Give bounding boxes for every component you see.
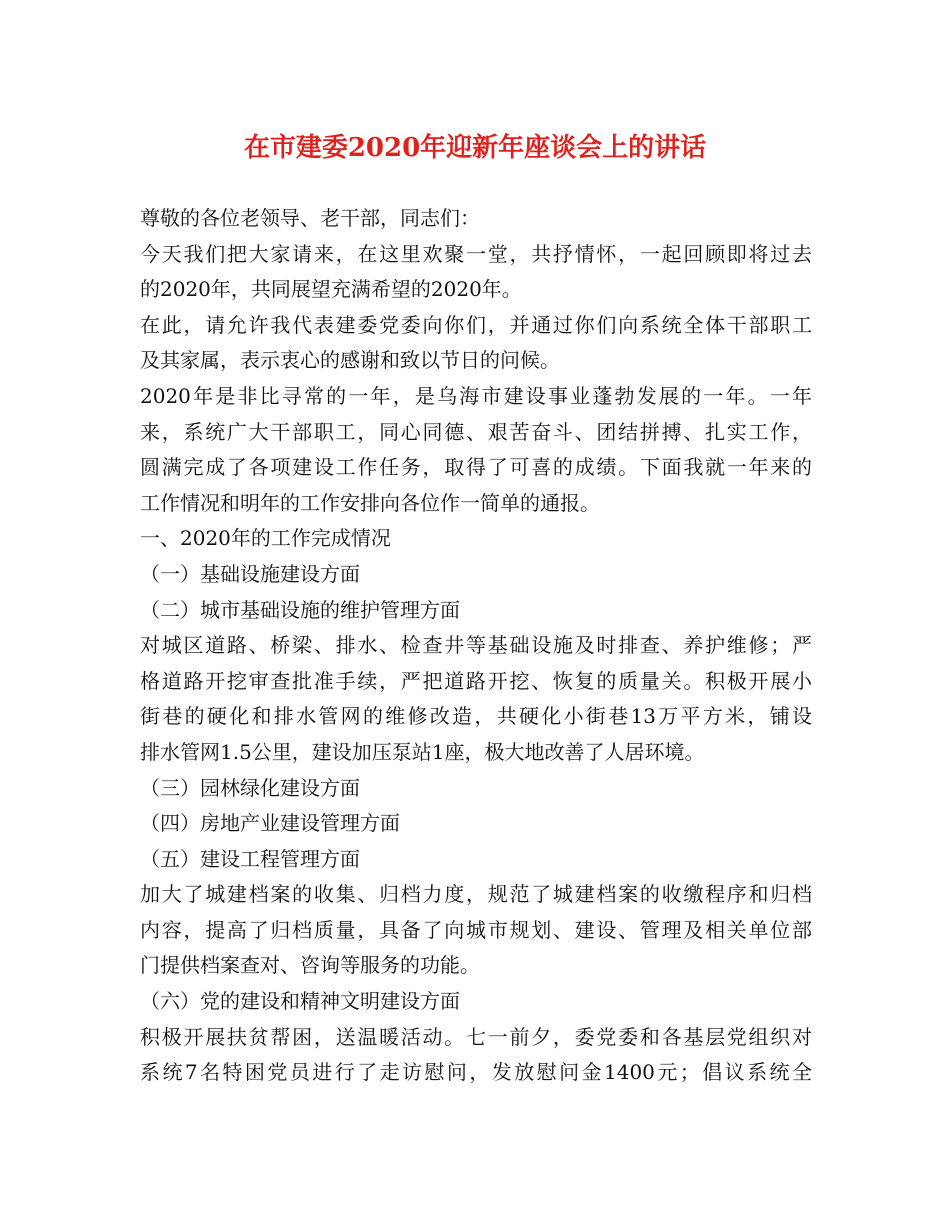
document-line: 积极开展扶贫帮困，送温暖活动。七一前夕，委党委和各基层党组织对 [140, 1024, 812, 1049]
document-line: （五）建设工程管理方面 [140, 846, 360, 871]
document-line: 在此，请允许我代表建委党委向你们，并通过你们向系统全体干部职工 [140, 312, 812, 337]
document-line: 工作情况和明年的工作安排向各位作一简单的通报。 [140, 490, 600, 515]
document-line: 加大了城建档案的收集、归档力度，规范了城建档案的收缴程序和归档 [140, 882, 812, 907]
document-line: 来，系统广大干部职工，同心同德、艰苦奋斗、团结拼搏、扎实工作， [140, 419, 812, 444]
document-line: 系统7名特困党员进行了走访慰问，发放慰问金1400元；倡议系统全 [140, 1060, 812, 1085]
document-line: （二）城市基础设施的维护管理方面 [140, 597, 460, 622]
document-body [140, 201, 812, 1091]
document-line: 及其家属，表示衷心的感谢和致以节日的问候。 [140, 348, 560, 373]
document-line: 尊敬的各位老领导、老干部，同志们： [140, 206, 480, 230]
document-line: 排水管网1.5公里，建设加压泵站1座，极大地改善了人居环境。 [140, 739, 705, 764]
document-line: 的2020年，共同展望充满希望的2020年。 [140, 277, 522, 302]
document-line: （六）党的建设和精神文明建设方面 [140, 989, 460, 1014]
document-line: （三）园林绿化建设方面 [140, 775, 360, 800]
document-line: 内容，提高了归档质量，具备了向城市规划、建设、管理及相关单位部 [140, 917, 812, 942]
document-line: 格道路开挖审查批准手续，严把道路开挖、恢复的质量关。积极开展小 [140, 668, 812, 693]
document-title: 在市建委2020年迎新年座谈会上的讲话 [243, 133, 707, 163]
document-line: 一、2020年的工作完成情况 [140, 526, 391, 551]
document-line: （四）房地产业建设管理方面 [140, 811, 400, 836]
document-line: 圆满完成了各项建设工作任务，取得了可喜的成绩。下面我就一年来的 [140, 455, 812, 480]
document-line: 街巷的硬化和排水管网的维修改造，共硬化小街巷13万平方米，铺设 [140, 704, 812, 729]
document-line: 2020年是非比寻常的一年，是乌海市建设事业蓬勃发展的一年。一年 [140, 383, 812, 408]
document-line: 今天我们把大家请来，在这里欢聚一堂，共抒情怀，一起回顾即将过去 [140, 241, 812, 266]
document-line: 门提供档案查对、咨询等服务的功能。 [140, 953, 480, 978]
document-line: （一）基础设施建设方面 [140, 561, 360, 586]
document-line: 对城区道路、桥梁、排水、检查井等基础设施及时排查、养护维修；严 [140, 633, 812, 658]
